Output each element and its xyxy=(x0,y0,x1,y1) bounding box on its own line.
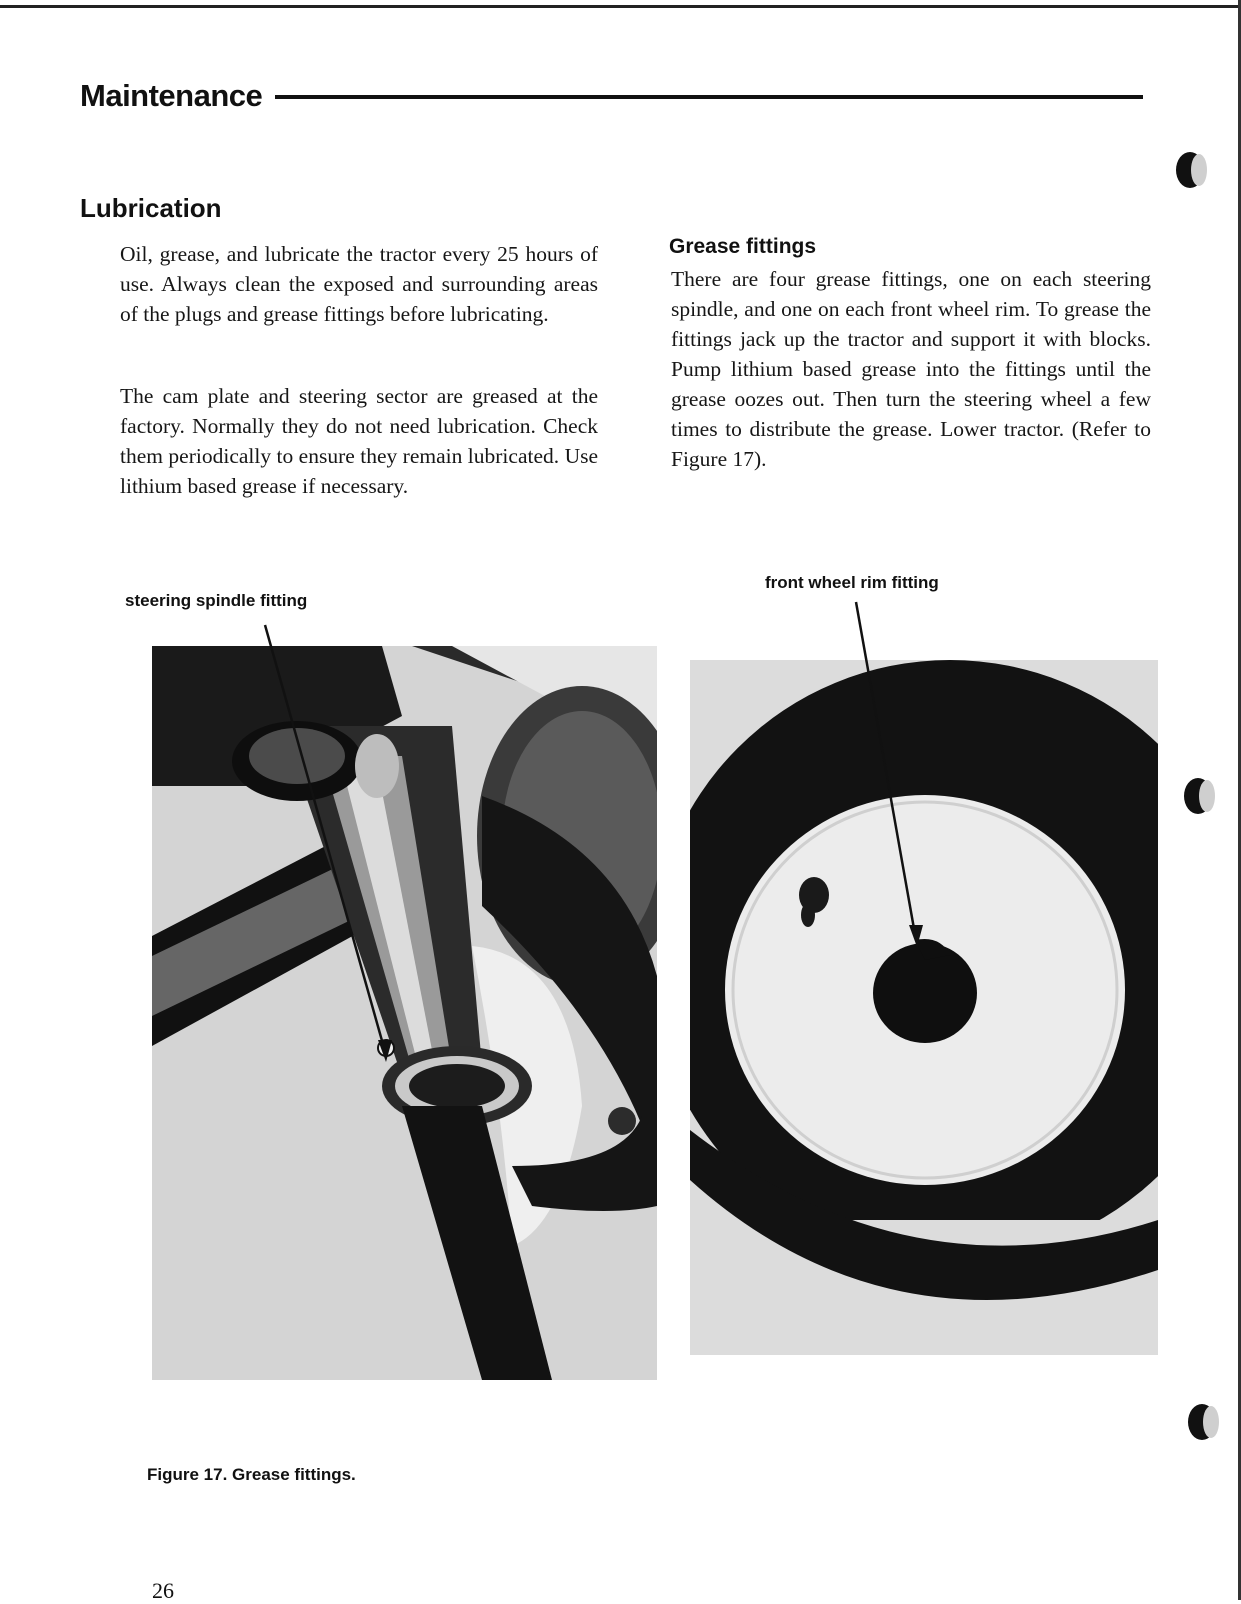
figure-caption: Figure 17. Grease fittings. xyxy=(147,1465,356,1484)
front-wheel-rim-photo xyxy=(690,660,1158,1355)
grease-fittings-paragraph: There are four grease fittings, one on each steering spindle, and one on each front wheel rim. To grease the fittings jack up the tractor and support it with blocks. Pump lithium based grease into the fittings until the grease oozes out. Then turn the steering wheel a few times to distribute the grease. Lower tractor. (Refer to Figure 17). xyxy=(671,267,1151,471)
front-wheel-rim-callout: front wheel rim fitting xyxy=(765,573,939,592)
lubrication-heading: Lubrication xyxy=(80,193,222,223)
top-edge-rule xyxy=(0,5,1241,8)
lubrication-paragraph-1: Oil, grease, and lubricate the tractor every 25 hours of use. Always clean the exposed and surrounding areas of the plugs and grease fittings before lubricating. xyxy=(120,242,598,326)
punch-hole-icon xyxy=(1184,1400,1224,1444)
steering-spindle-callout: steering spindle fitting xyxy=(125,591,308,610)
section-title-rule xyxy=(275,95,1143,99)
punch-hole-icon xyxy=(1172,148,1212,192)
section-title: Maintenance xyxy=(80,78,263,113)
page-number: 26 xyxy=(152,1578,174,1603)
punch-hole-icon xyxy=(1180,774,1220,818)
steering-spindle-photo xyxy=(152,646,657,1380)
lubrication-paragraph-2: The cam plate and steering sector are greased at the factory. Normally they do not need lubrication. Check them periodically to ensure they remain lubricated. Use lithium based grease if necessary. xyxy=(120,384,598,498)
grease-fittings-heading: Grease fittings xyxy=(669,235,817,258)
